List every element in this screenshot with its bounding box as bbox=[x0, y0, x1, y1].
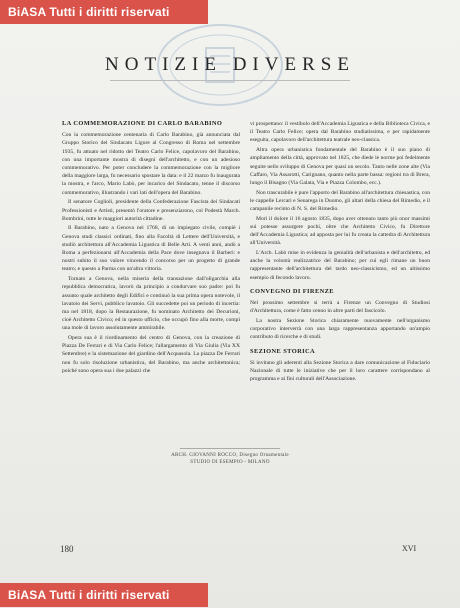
page-number: 180 bbox=[60, 544, 74, 554]
paragraph: Si invitano gli aderenti alla Sezione Storica a dare comunicazione al Fiduciario Nazionale di tutte le iniziative che per il loro carattere corrispondano al programma e ai fini culturali dell'Associazione. bbox=[250, 359, 430, 383]
paragraph: Nel prossimo settembre si terrà a Firenze un Convegno di Studiosi d'Architettura, come è fatto cenno in altre parti del fascicolo. bbox=[250, 300, 430, 315]
watermark-banner-top: BiASA Tutti i diritti riservati bbox=[0, 0, 208, 24]
image-caption bbox=[60, 452, 400, 466]
section-heading-barabino: LA COMMEMORAZIONE DI CARLO BARABINO bbox=[62, 120, 223, 127]
section-heading-convegno: CONVEGNO DI FIRENZE bbox=[250, 287, 334, 295]
paragraph: vi prospettano: il vestibolo dell'Accademia Ligustica e della Biblioteca Civica, e il Teatro Carlo Felice; opera dal Barabino studiatissima, e per rapidamente eseguita, capolavoro dell'architettura teatrale neo-classica. bbox=[250, 121, 430, 144]
caption-divider bbox=[180, 448, 280, 449]
caption-line: STUDIO DI ESEMPIO - MILANO bbox=[190, 460, 270, 465]
right-column bbox=[250, 120, 430, 385]
paragraph: Tornato a Genova, nella miseria della transazione dall'oligarchia alla repubblica democratica, lavorò da principio a condurvare suo padre: poi fu assunto quale architetto degli Edifici e continuò la sua prima opera notevole, il lavatoio dei Servi, pubblico lavatoio. Gli succedette poi un periodo di incertia: ma nel 1818, dopo la Restaurazione, fu nominato Architetto dei Decurioni, cioè Architetto Civico; ed in questo ufficio, che occupò fino alla morte, compì una mole di lavoro assolutamente ammirabile. bbox=[62, 276, 240, 332]
paragraph: Opera sua è il riordinamento del centro di Genova, con la creazione di Piazza De Ferrari e di Via Carlo Felice; l'allargamento di Via Giulia (Via XX Settembre) e la sistemazione del giardino dell'Acquasola. La piazza De Ferrari non fu solo risoluzione urbanistica, del Barabino, ma anche architettonica; poiché sono opera sua i due palazzi che bbox=[62, 335, 240, 374]
caption-line: ARCH. GIOVANNI ROCCO, Disegno Ornamentale bbox=[171, 453, 289, 458]
paragraph: Il senatore Coglioli, presidente della Confederazione Fascista dei Sindacati Professionisti e Artisti, presentò l'oratore e presenziarono, col Podestà March. Bombrini, tutte le maggiori autorità cittadine. bbox=[62, 199, 240, 222]
paragraph: L'Arch. Labò mise in evidenza la genialità dell'urbanista e dell'architetto, ed anche la volontà realizzatrice del Barabino; per cui egli rimane un buon rappresentante dell'architettura del tardo neo-classicismo, ed un altissimo esempio di fecondo lavoro. bbox=[250, 250, 430, 281]
paragraph: Il Barabino, nato a Genova nel 1768, di un impiegato civile, compiè i Genova studi classici ordinati, fino alla Facoltà di Lettere dell'Università, e studiò architettura all'Accademia Ligustica di Belle Arti. A venti anni, andò a Roma a perfezionarsi all'Accademia della Pace dove insegnava il Barberi: e nostri subito il suo valore vincendo il concorso per un progetto di grande teatro; e questo a Parma con un'altra vittoria. bbox=[62, 225, 240, 273]
paragraph: Morì il dolore il 16 agosto 1835, dopo aver ottenuto tanto più onor massimi sui potesse assurgere pochi, oltre che Architetto Civico, fu Direttore dell'Accademia Ligustica; ad apposta per lui fu creata la cattedra di Architettura all'Università. bbox=[250, 215, 430, 247]
section-heading-sezione-storica: SEZIONE STORICA bbox=[250, 347, 316, 355]
watermark-banner-bottom: BiASA Tutti i diritti riservati bbox=[0, 583, 208, 607]
title-divider bbox=[110, 80, 350, 81]
paragraph: La nostra Sezione Storica chiaramente nuovamente nell'organismo corporativo interverrà con una larga rappresentanza apportando un'ampio contributo di ricerche e di studi. bbox=[250, 317, 430, 341]
left-column bbox=[62, 120, 240, 377]
page-title: NOTIZIE DIVERSE bbox=[105, 54, 355, 75]
paragraph: Con la commemorazione centenaria di Carlo Barabino, già annunciata dal Gruppo Storico del Sindacato Ligure al Congresso di Roma nel settembre 1935, fu attuato nel ridotto del Teatro Carlo Felice, capolavoro del Barabino, con una importante mostra di disegni dell'architetto, e con un adesioso commemorativo. Per poter concludere la commemorazione con la migliore della maggiore larga, fu necessario spostare la data: e il 22 marzo fu inaugurata la mostra, e l'arco, Mario Labò, per incarico del Sindacato, tenne il discorso commemorativo, illustrando i vari lati dell'opera del Barabino. bbox=[62, 132, 240, 196]
paragraph: Altra opera urbanistica fondamentale del Barabino è il suo piano di ampliamento della città, approvato nel 1825, che diede le norme poi fedelmente seguite nello sviluppo di Genova per quasi un secolo. Tanto nelle zone alte (Via Caffaro, Via Assarotti, Carignano, quanto nella parte bassa: regioni tra di Brera, lungo il Bisagno (Via Galata, Via e Piazza Colombo, ecc.). bbox=[250, 147, 430, 186]
paragraph: Non trascurabile è pure l'apporto del Barabino all'architettura chiesastica, con le cappelle Lercari e Senarega in Duomo, gli altari della chiesa del Rimedio, e il campanile recinto di N. S. del Rimedio. bbox=[250, 189, 430, 213]
section-number: XVI bbox=[402, 544, 417, 553]
